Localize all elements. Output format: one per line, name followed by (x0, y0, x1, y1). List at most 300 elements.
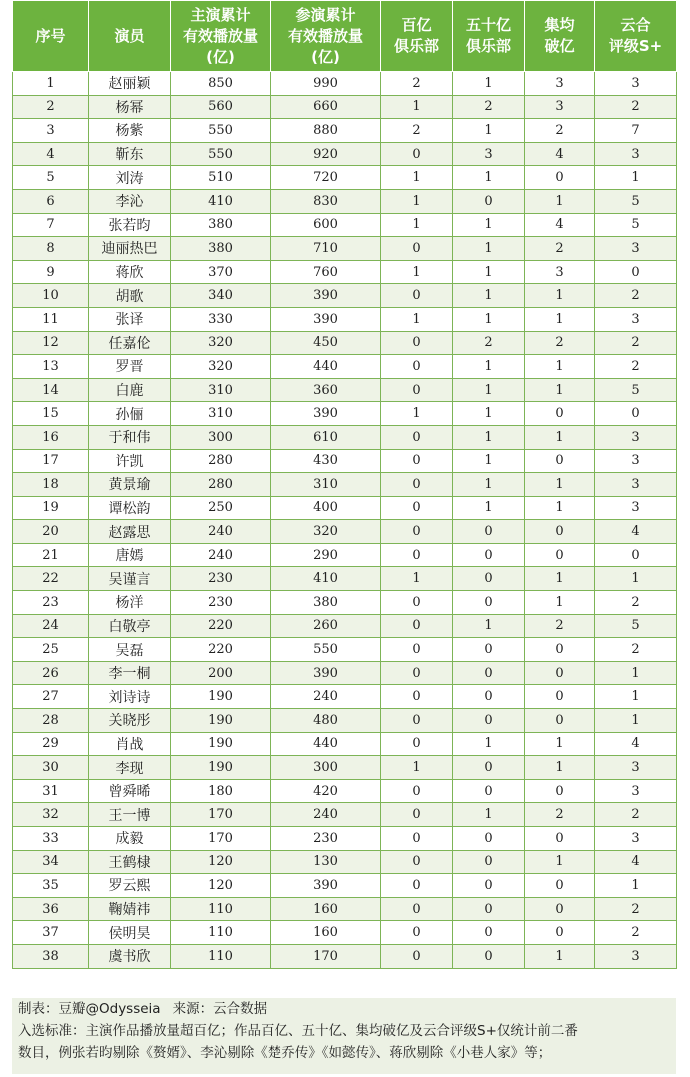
avg-cell: 3 (525, 95, 595, 119)
avg-cell: 1 (525, 496, 595, 520)
table-row (13, 95, 677, 119)
total-views-cell: 450 (271, 331, 381, 355)
club-100-cell: 0 (381, 449, 453, 473)
total-views-cell: 660 (271, 95, 381, 119)
club-50-cell: 0 (453, 874, 525, 898)
rank-cell: 33 (13, 827, 89, 851)
header-line: 破亿 (544, 37, 575, 55)
rank-cell: 8 (13, 237, 89, 261)
header-cell (381, 1, 453, 72)
avg-cell: 1 (525, 850, 595, 874)
rating-cell: 0 (595, 402, 677, 426)
rating-cell: 1 (595, 685, 677, 709)
total-views-cell: 420 (271, 779, 381, 803)
lead-views-cell: 240 (171, 543, 271, 567)
lead-views-cell: 410 (171, 189, 271, 213)
avg-cell: 0 (525, 921, 595, 945)
rating-cell: 5 (595, 614, 677, 638)
club-100-cell: 2 (381, 72, 453, 96)
actor-name-cell: 吴磊 (89, 638, 171, 662)
header-cell (595, 1, 677, 72)
table-row (13, 827, 677, 851)
rank-cell: 37 (13, 921, 89, 945)
club-50-cell: 1 (453, 803, 525, 827)
club-50-cell: 0 (453, 520, 525, 544)
total-views-cell: 440 (271, 355, 381, 379)
lead-views-cell: 280 (171, 473, 271, 497)
lead-views-cell: 300 (171, 425, 271, 449)
actor-name-cell: 迪丽热巴 (89, 237, 171, 261)
rating-cell: 3 (595, 307, 677, 331)
lead-views-cell: 550 (171, 119, 271, 143)
rank-cell: 27 (13, 685, 89, 709)
source-text: 来源：云合数据 (172, 1001, 268, 1017)
table-row (13, 331, 677, 355)
rating-cell: 3 (595, 756, 677, 780)
club-100-cell: 0 (381, 921, 453, 945)
header-line: 百亿 (401, 16, 432, 34)
total-views-cell: 390 (271, 307, 381, 331)
avg-cell: 2 (525, 331, 595, 355)
rating-cell: 0 (595, 260, 677, 284)
rank-cell: 3 (13, 119, 89, 143)
table-row (13, 142, 677, 166)
club-50-cell: 0 (453, 897, 525, 921)
avg-cell: 1 (525, 591, 595, 615)
lead-views-cell: 280 (171, 449, 271, 473)
rank-cell: 25 (13, 638, 89, 662)
rating-cell: 2 (595, 284, 677, 308)
total-views-cell: 300 (271, 756, 381, 780)
club-100-cell: 0 (381, 237, 453, 261)
rating-cell: 3 (595, 142, 677, 166)
lead-views-cell: 190 (171, 732, 271, 756)
club-50-cell: 1 (453, 355, 525, 379)
header-line: 俱乐部 (465, 37, 511, 55)
actor-name-cell: 赵露思 (89, 520, 171, 544)
club-100-cell: 0 (381, 944, 453, 968)
total-views-cell: 320 (271, 520, 381, 544)
total-views-cell: 610 (271, 425, 381, 449)
actor-name-cell: 王鹤棣 (89, 850, 171, 874)
table-row (13, 543, 677, 567)
actor-name-cell: 孙俪 (89, 402, 171, 426)
table-row (13, 591, 677, 615)
rank-cell: 36 (13, 897, 89, 921)
actor-name-cell: 虞书欣 (89, 944, 171, 968)
header-line: 集均 (544, 16, 575, 34)
club-100-cell: 0 (381, 142, 453, 166)
club-50-cell: 1 (453, 449, 525, 473)
lead-views-cell: 370 (171, 260, 271, 284)
rank-cell: 10 (13, 284, 89, 308)
rating-cell: 3 (595, 827, 677, 851)
table-row (13, 189, 677, 213)
total-views-cell: 390 (271, 402, 381, 426)
avg-cell: 2 (525, 614, 595, 638)
table-row (13, 119, 677, 143)
rating-cell: 1 (595, 166, 677, 190)
lead-views-cell: 240 (171, 520, 271, 544)
header-line: 主演累计 (190, 5, 251, 24)
club-100-cell: 1 (381, 567, 453, 591)
header-line: (亿) (206, 47, 235, 66)
actor-name-cell: 胡歌 (89, 284, 171, 308)
club-100-cell: 0 (381, 779, 453, 803)
rating-cell: 5 (595, 378, 677, 402)
criteria-line-1: 入选标准：主演作品播放量超百亿；作品百亿、五十亿、集均破亿及云合评级S+仅统计前二番 (18, 1023, 578, 1039)
header-row (13, 1, 677, 72)
total-views-cell: 390 (271, 661, 381, 685)
lead-views-cell: 330 (171, 307, 271, 331)
club-50-cell: 0 (453, 661, 525, 685)
avg-cell: 0 (525, 520, 595, 544)
club-50-cell: 0 (453, 685, 525, 709)
club-100-cell: 0 (381, 355, 453, 379)
lead-views-cell: 230 (171, 567, 271, 591)
rating-cell: 2 (595, 897, 677, 921)
table-row (13, 567, 677, 591)
table-row (13, 260, 677, 284)
avg-cell: 0 (525, 638, 595, 662)
total-views-cell: 920 (271, 142, 381, 166)
avg-cell: 0 (525, 709, 595, 733)
header-line: 演员 (114, 26, 145, 45)
actor-name-cell: 罗云熙 (89, 874, 171, 898)
actor-name-cell: 成毅 (89, 827, 171, 851)
actor-name-cell: 罗晋 (89, 355, 171, 379)
club-50-cell: 0 (453, 543, 525, 567)
avg-cell: 2 (525, 119, 595, 143)
rank-cell: 30 (13, 756, 89, 780)
actor-name-cell: 李一桐 (89, 661, 171, 685)
avg-cell: 0 (525, 779, 595, 803)
rank-cell: 15 (13, 402, 89, 426)
club-100-cell: 2 (381, 119, 453, 143)
club-100-cell: 1 (381, 95, 453, 119)
rating-cell: 5 (595, 189, 677, 213)
table-row (13, 661, 677, 685)
actor-name-cell: 白敬亭 (89, 614, 171, 638)
lead-views-cell: 560 (171, 95, 271, 119)
rating-cell: 3 (595, 496, 677, 520)
table-row (13, 874, 677, 898)
avg-cell: 0 (525, 827, 595, 851)
total-views-cell: 710 (271, 237, 381, 261)
club-100-cell: 0 (381, 709, 453, 733)
header-line: (亿) (311, 47, 340, 66)
club-50-cell: 3 (453, 142, 525, 166)
table-body (13, 72, 677, 969)
lead-views-cell: 380 (171, 213, 271, 237)
lead-views-cell: 180 (171, 779, 271, 803)
total-views-cell: 990 (271, 72, 381, 96)
rating-cell: 1 (595, 661, 677, 685)
actor-name-cell: 关晓彤 (89, 709, 171, 733)
actor-name-cell: 白鹿 (89, 378, 171, 402)
header-cell (525, 1, 595, 72)
club-100-cell: 0 (381, 496, 453, 520)
avg-cell: 0 (525, 166, 595, 190)
club-100-cell: 0 (381, 614, 453, 638)
rank-cell: 13 (13, 355, 89, 379)
total-views-cell: 130 (271, 850, 381, 874)
table-row (13, 355, 677, 379)
rating-cell: 3 (595, 72, 677, 96)
actor-name-cell: 杨洋 (89, 591, 171, 615)
table-row (13, 638, 677, 662)
actor-name-cell: 黄景瑜 (89, 473, 171, 497)
avg-cell: 1 (525, 307, 595, 331)
total-views-cell: 830 (271, 189, 381, 213)
club-100-cell: 0 (381, 425, 453, 449)
avg-cell: 1 (525, 756, 595, 780)
avg-cell: 4 (525, 142, 595, 166)
lead-views-cell: 190 (171, 685, 271, 709)
criteria-line-2: 数目，例张若昀剔除《赘婿》、李沁剔除《楚乔传》《如懿传》、蒋欣剔除《小巷人家》等； (18, 1045, 552, 1061)
total-views-cell: 390 (271, 284, 381, 308)
table-row (13, 496, 677, 520)
club-50-cell: 1 (453, 732, 525, 756)
avg-cell: 2 (525, 803, 595, 827)
rank-cell: 35 (13, 874, 89, 898)
total-views-cell: 240 (271, 803, 381, 827)
rank-cell: 11 (13, 307, 89, 331)
club-100-cell: 1 (381, 307, 453, 331)
club-100-cell: 0 (381, 803, 453, 827)
header-cell (89, 1, 171, 72)
lead-views-cell: 110 (171, 921, 271, 945)
header-cell (453, 1, 525, 72)
rank-cell: 28 (13, 709, 89, 733)
club-100-cell: 1 (381, 189, 453, 213)
rank-cell: 6 (13, 189, 89, 213)
table-row (13, 709, 677, 733)
table-row (13, 803, 677, 827)
actor-name-cell: 侯明昊 (89, 921, 171, 945)
actor-name-cell: 于和伟 (89, 425, 171, 449)
table-row (13, 850, 677, 874)
total-views-cell: 240 (271, 685, 381, 709)
rank-cell: 4 (13, 142, 89, 166)
rating-cell: 3 (595, 779, 677, 803)
rating-cell: 5 (595, 213, 677, 237)
header-line: 有效播放量 (182, 26, 258, 45)
table-row (13, 779, 677, 803)
avg-cell: 0 (525, 543, 595, 567)
lead-views-cell: 510 (171, 166, 271, 190)
club-100-cell: 0 (381, 284, 453, 308)
lead-views-cell: 120 (171, 850, 271, 874)
table-row (13, 473, 677, 497)
header-line: 云合 (620, 16, 651, 34)
rating-cell: 3 (595, 425, 677, 449)
club-100-cell: 0 (381, 591, 453, 615)
rating-cell: 4 (595, 850, 677, 874)
club-50-cell: 1 (453, 284, 525, 308)
club-50-cell: 1 (453, 425, 525, 449)
rating-cell: 7 (595, 119, 677, 143)
header-line: 参演累计 (295, 5, 356, 24)
lead-views-cell: 230 (171, 591, 271, 615)
lead-views-cell: 170 (171, 827, 271, 851)
total-views-cell: 230 (271, 827, 381, 851)
avg-cell: 1 (525, 355, 595, 379)
avg-cell: 0 (525, 685, 595, 709)
total-views-cell: 260 (271, 614, 381, 638)
actor-name-cell: 吴谨言 (89, 567, 171, 591)
club-50-cell: 1 (453, 496, 525, 520)
actor-name-cell: 靳东 (89, 142, 171, 166)
club-100-cell: 0 (381, 685, 453, 709)
club-50-cell: 0 (453, 189, 525, 213)
lead-views-cell: 220 (171, 614, 271, 638)
rank-cell: 38 (13, 944, 89, 968)
club-50-cell: 0 (453, 591, 525, 615)
avg-cell: 4 (525, 213, 595, 237)
total-views-cell: 720 (271, 166, 381, 190)
maker-text: 制表：豆瓣@Odysseia (18, 1001, 161, 1017)
table-row (13, 72, 677, 96)
rank-cell: 14 (13, 378, 89, 402)
header-cell (171, 1, 271, 72)
avg-cell: 1 (525, 732, 595, 756)
rating-cell: 3 (595, 449, 677, 473)
rating-cell: 2 (595, 638, 677, 662)
lead-views-cell: 200 (171, 661, 271, 685)
actor-name-cell: 蒋欣 (89, 260, 171, 284)
club-100-cell: 1 (381, 756, 453, 780)
club-100-cell: 0 (381, 661, 453, 685)
actor-name-cell: 杨紫 (89, 119, 171, 143)
avg-cell: 0 (525, 661, 595, 685)
actor-name-cell: 鞠婧祎 (89, 897, 171, 921)
lead-views-cell: 320 (171, 331, 271, 355)
club-100-cell: 0 (381, 638, 453, 662)
avg-cell: 1 (525, 944, 595, 968)
table-row (13, 756, 677, 780)
lead-views-cell: 190 (171, 756, 271, 780)
total-views-cell: 160 (271, 897, 381, 921)
actor-name-cell: 张译 (89, 307, 171, 331)
rating-cell: 3 (595, 473, 677, 497)
avg-cell: 1 (525, 425, 595, 449)
club-50-cell: 1 (453, 378, 525, 402)
lead-views-cell: 850 (171, 72, 271, 96)
club-50-cell: 1 (453, 614, 525, 638)
avg-cell: 1 (525, 189, 595, 213)
rank-cell: 9 (13, 260, 89, 284)
table-row (13, 284, 677, 308)
actor-name-cell: 李沁 (89, 189, 171, 213)
total-views-cell: 760 (271, 260, 381, 284)
club-100-cell: 0 (381, 543, 453, 567)
avg-cell: 1 (525, 378, 595, 402)
actor-name-cell: 刘诗诗 (89, 685, 171, 709)
total-views-cell: 430 (271, 449, 381, 473)
club-50-cell: 0 (453, 779, 525, 803)
total-views-cell: 290 (271, 543, 381, 567)
rating-cell: 1 (595, 567, 677, 591)
total-views-cell: 160 (271, 921, 381, 945)
club-50-cell: 1 (453, 307, 525, 331)
avg-cell: 3 (525, 72, 595, 96)
table-row (13, 921, 677, 945)
rank-cell: 12 (13, 331, 89, 355)
actor-name-cell: 赵丽颖 (89, 72, 171, 96)
total-views-cell: 550 (271, 638, 381, 662)
lead-views-cell: 550 (171, 142, 271, 166)
lead-views-cell: 190 (171, 709, 271, 733)
rating-cell: 4 (595, 732, 677, 756)
club-100-cell: 0 (381, 473, 453, 497)
lead-views-cell: 250 (171, 496, 271, 520)
table-row (13, 685, 677, 709)
club-50-cell: 0 (453, 921, 525, 945)
actor-name-cell: 肖战 (89, 732, 171, 756)
avg-cell: 1 (525, 567, 595, 591)
actor-name-cell: 曾舜晞 (89, 779, 171, 803)
table-row (13, 897, 677, 921)
total-views-cell: 480 (271, 709, 381, 733)
club-100-cell: 0 (381, 732, 453, 756)
table-row (13, 944, 677, 968)
rating-cell: 2 (595, 803, 677, 827)
avg-cell: 1 (525, 473, 595, 497)
header-cell (271, 1, 381, 72)
table-row (13, 425, 677, 449)
header-line: 有效播放量 (287, 26, 363, 45)
credit-line (18, 998, 670, 1020)
total-views-cell: 390 (271, 874, 381, 898)
rating-cell: 2 (595, 355, 677, 379)
club-100-cell: 0 (381, 378, 453, 402)
total-views-cell: 880 (271, 119, 381, 143)
rank-cell: 5 (13, 166, 89, 190)
club-100-cell: 0 (381, 850, 453, 874)
avg-cell: 3 (525, 260, 595, 284)
club-50-cell: 2 (453, 95, 525, 119)
lead-views-cell: 310 (171, 378, 271, 402)
club-100-cell: 1 (381, 166, 453, 190)
total-views-cell: 380 (271, 591, 381, 615)
rating-cell: 2 (595, 95, 677, 119)
actor-name-cell: 王一博 (89, 803, 171, 827)
rating-cell: 2 (595, 921, 677, 945)
table-row (13, 307, 677, 331)
table-footer (12, 998, 676, 1074)
rank-cell: 17 (13, 449, 89, 473)
rank-cell: 2 (13, 95, 89, 119)
rating-cell: 3 (595, 944, 677, 968)
club-50-cell: 1 (453, 213, 525, 237)
rank-cell: 7 (13, 213, 89, 237)
header-line: 序号 (35, 26, 66, 45)
club-100-cell: 1 (381, 260, 453, 284)
table-row (13, 237, 677, 261)
rank-cell: 1 (13, 72, 89, 96)
avg-cell: 0 (525, 897, 595, 921)
club-50-cell: 0 (453, 756, 525, 780)
rank-cell: 18 (13, 473, 89, 497)
rank-cell: 31 (13, 779, 89, 803)
total-views-cell: 170 (271, 944, 381, 968)
table-row (13, 402, 677, 426)
table-row (13, 378, 677, 402)
actor-name-cell: 唐嫣 (89, 543, 171, 567)
club-100-cell: 1 (381, 213, 453, 237)
rank-cell: 21 (13, 543, 89, 567)
